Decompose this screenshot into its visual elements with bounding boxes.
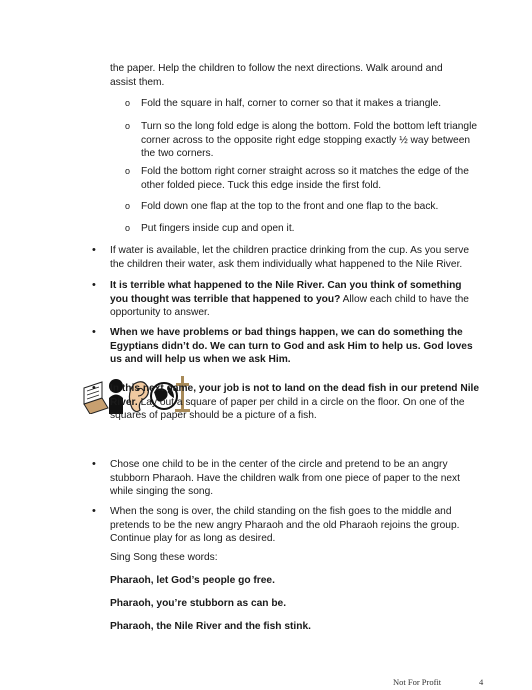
step-marker: o	[125, 98, 131, 108]
step-marker: o	[125, 223, 131, 233]
fold-step-text: Fold the square in half, corner to corner so that it makes a triangle.	[141, 98, 442, 109]
step-marker: o	[125, 166, 131, 176]
fold-step	[125, 120, 481, 161]
bullet-marker: •	[92, 458, 96, 470]
bullet-item	[92, 244, 482, 271]
bullet-text: Chose one child to be in the center of the circle and pretend to be an angry stubborn Pharaoh. Have the children walk from one piece of paper to the next while singing the song.	[110, 459, 460, 497]
song-line: Pharaoh, let God’s people go free.	[110, 575, 275, 586]
intro-paragraph: the paper. Help the children to follow the next directions. Walk around and assist them.	[110, 63, 443, 88]
fold-step-text: Fold down one flap at the top to the front and one flap to the back.	[141, 201, 439, 212]
bullet-item	[92, 279, 482, 320]
step-marker: o	[125, 121, 131, 131]
bullet-bold-text: It is terrible what happened to the Nile River. Can you think of something you thought was terrible that happened to you?	[110, 280, 462, 305]
bullet-text: Allow each child to have the opportunity to answer.	[110, 293, 469, 318]
bullet-text: Lay out a square of paper per child in a circle on the floor. On one of the squares of paper should be a picture of a fish.	[110, 396, 465, 421]
bullet-marker: •	[92, 326, 96, 338]
song-line: Pharaoh, the Nile River and the fish stink.	[110, 621, 311, 632]
step-marker: o	[125, 201, 131, 211]
bullet-item	[92, 505, 482, 546]
fold-step-text: Put fingers inside cup and open it.	[141, 223, 295, 234]
bullet-marker: •	[92, 279, 96, 291]
fold-step	[125, 165, 481, 192]
bullet-text: If water is available, let the children practice drinking from the cup. As you serve the children their water, ask them individually what happened to the Nile River.	[110, 245, 469, 270]
fold-step	[125, 222, 481, 236]
fold-step	[125, 200, 481, 214]
bullet-marker: •	[92, 382, 96, 394]
song-line: Pharaoh, you’re stubborn as can be.	[110, 598, 287, 609]
bullet-item	[92, 458, 482, 499]
fold-step-text: Fold the bottom right corner straight across so it matches the edge of the other folded piece. Tuck this edge inside the first fold.	[141, 166, 469, 191]
bullet-text: When the song is over, the child standing on the fish goes to the middle and pretends to be the new angry Pharaoh and the old Pharaoh rejoins the group. Continue play for as long as desired.	[110, 506, 460, 544]
fold-step	[125, 97, 481, 111]
bullet-bold-text: In this next game, your job is not to land on the dead fish in our pretend Nile River.	[110, 383, 480, 408]
bullet-bold-text: When we have problems or bad things happen, we can do something the Egyptians didn’t do. We can turn to God and ask Him to help us. God loves us and will help us when we ask Him.	[110, 327, 473, 365]
page-number: 4	[479, 677, 484, 687]
bullet-item	[92, 326, 482, 367]
bible-icon	[84, 382, 108, 414]
bullet-marker: •	[92, 505, 96, 517]
bullet-marker: •	[92, 244, 96, 256]
bullet-item	[92, 382, 482, 423]
footer-label: Not For Profit	[393, 677, 442, 687]
song-intro: Sing Song these words:	[110, 552, 218, 563]
fold-step-text: Turn so the long fold edge is along the bottom. Fold the bottom left triangle corner across to the opposite right edge stopping exactly ½ way between the two corners.	[141, 121, 478, 159]
